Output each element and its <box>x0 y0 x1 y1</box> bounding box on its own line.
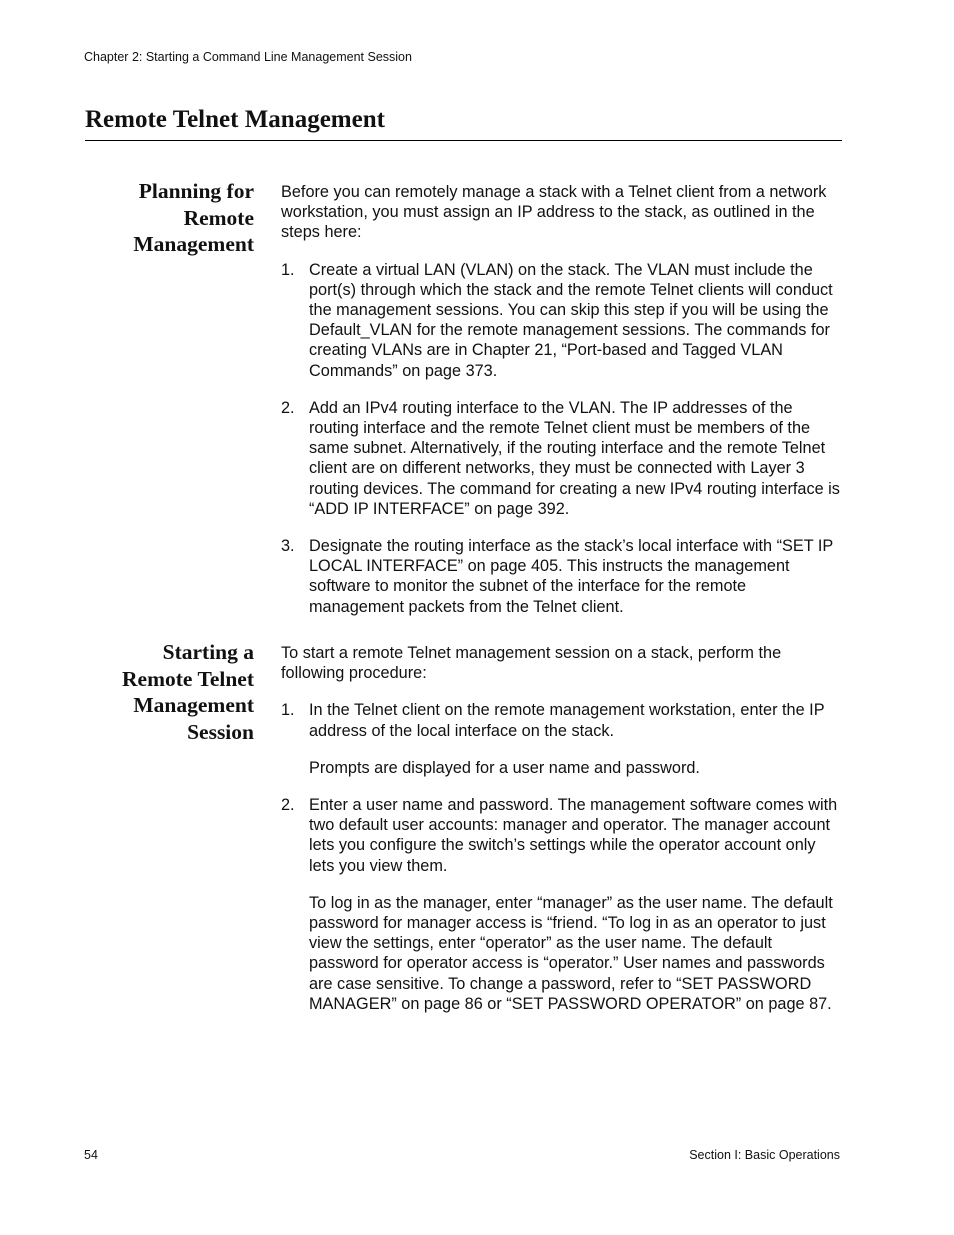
steps-list <box>281 260 841 617</box>
step-note: Prompts are displayed for a user name and password. <box>309 758 700 777</box>
running-header: Chapter 2: Starting a Command Line Management Session <box>84 50 412 64</box>
heading-line: Management <box>133 693 254 717</box>
list-item <box>281 260 841 381</box>
list-item <box>281 398 841 519</box>
step-number: 1. <box>281 701 295 720</box>
intro-paragraph: Before you can remotely manage a stack with a Telnet client from a network workstation, you must assign an IP address to the stack, as outlined in the steps here: <box>281 183 827 242</box>
step-text: Designate the routing interface as the stack’s local interface with “SET IP LOCAL INTERFACE” on page 405. This instructs the management software to monitor the subnet of the interface for the remote management packets from the Telnet client. <box>309 537 833 616</box>
step-text: Create a virtual LAN (VLAN) on the stack. The VLAN must include the port(s) through which the stack and the remote Telnet clients will conduct the management sessions. You can skip this step if you will be using the Default_VLAN for the remote management sessions. The commands for creating VLANs are in Chapter 21, “Port-based and Tagged VLAN Commands” on page 373. <box>309 260 833 380</box>
list-item <box>281 536 841 617</box>
heading-line: Remote Telnet <box>122 666 254 691</box>
footer-section: Section I: Basic Operations <box>689 1148 840 1162</box>
list-item <box>281 700 841 778</box>
step-note: To log in as the manager, enter “manager” as the user name. The default password for manager access is “friend. “To log in as an operator to just view the settings, enter “operator” as the user name. The default password for operator access is “operator.” User names and passwords are case sensitive. To change a password, refer to “SET PASSWORD MANAGER” on page 86 or “SET PASSWORD OPERATOR” on page 87. <box>309 893 833 1013</box>
heading-line: Planning for <box>138 179 254 203</box>
heading-line: Remote <box>183 205 254 230</box>
step-number: 1. <box>281 260 295 279</box>
list-item <box>281 795 841 1014</box>
intro-paragraph: To start a remote Telnet management session on a stack, perform the following procedure: <box>281 644 782 683</box>
step-number: 3. <box>281 537 295 556</box>
page-number: 54 <box>84 1148 98 1162</box>
section-body-starting <box>281 643 841 1014</box>
step-text: In the Telnet client on the remote management workstation, enter the IP address of the local interface on the stack. <box>309 701 825 740</box>
title-rule <box>85 140 842 141</box>
heading-line: Session <box>187 719 254 744</box>
step-number: 2. <box>281 796 295 815</box>
section-heading-starting <box>74 639 254 745</box>
heading-line: Starting a <box>162 640 254 664</box>
heading-line: Management <box>133 232 254 256</box>
step-text: Enter a user name and password. The management software comes with two default user accounts: manager and operator. The manager account lets you configure the switch’s settings while the operator account only lets you view them. <box>309 796 838 875</box>
section-heading-planning <box>74 178 254 258</box>
steps-list <box>281 700 841 1014</box>
page-title: Remote Telnet Management <box>85 106 385 133</box>
step-text: Add an IPv4 routing interface to the VLAN. The IP addresses of the routing interface and the remote Telnet client must be members of the same subnet. Alternatively, if the routing interface and the remote Telnet client are on different networks, they must be connected with Layer 3 routing devices. The command for creating a new IPv4 routing interface is “ADD IP INTERFACE” on page 392. <box>309 398 840 518</box>
section-body-planning <box>281 182 841 617</box>
step-number: 2. <box>281 398 295 417</box>
